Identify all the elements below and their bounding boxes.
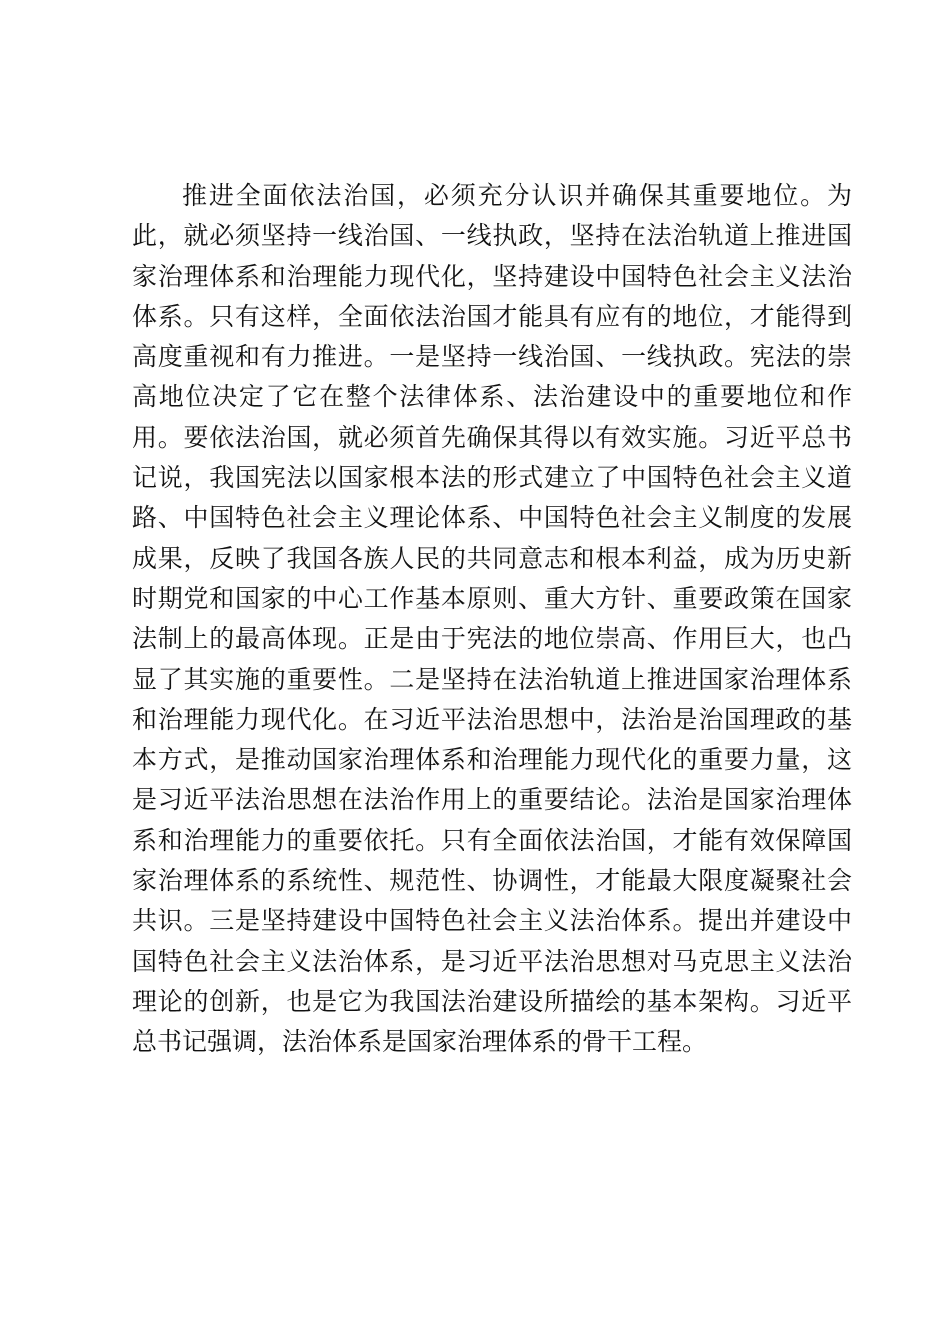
paragraph-line: 系和治理能力的重要依托。只有全面依法治国，才能有效保障国 — [132, 825, 852, 855]
paragraph-line: 家治理体系和治理能力现代化，坚持建设中国特色社会主义法治 — [132, 261, 852, 291]
paragraph-line: 记说，我国宪法以国家根本法的形式建立了中国特色社会主义道 — [132, 463, 852, 493]
paragraph-line: 推进全面依法治国，必须充分认识并确保其重要地位。为 — [182, 181, 852, 210]
paragraph-line: 是习近平法治思想在法治作用上的重要结论。法治是国家治理体 — [132, 785, 852, 815]
body-paragraph — [132, 176, 852, 1063]
paragraph-line: 本方式，是推动国家治理体系和治理能力现代化的重要力量，这 — [132, 745, 852, 775]
paragraph-line: 时期党和国家的中心工作基本原则、重大方针、重要政策在国家 — [132, 583, 852, 613]
paragraph-line: 此，就必须坚持一线治国、一线执政，坚持在法治轨道上推进国 — [132, 221, 852, 251]
paragraph-line: 显了其实施的重要性。二是坚持在法治轨道上推进国家治理体系 — [132, 664, 852, 694]
paragraph-line: 总书记强调，法治体系是国家治理体系的骨干工程。 — [132, 1027, 708, 1057]
paragraph-line: 高度重视和有力推进。一是坚持一线治国、一线执政。宪法的崇 — [132, 342, 852, 372]
paragraph-line: 家治理体系的系统性、规范性、协调性，才能最大限度凝聚社会 — [132, 866, 852, 896]
paragraph-line: 国特色社会主义法治体系，是习近平法治思想对马克思主义法治 — [132, 946, 852, 976]
paragraph-line: 理论的创新，也是它为我国法治建设所描绘的基本架构。习近平 — [132, 986, 852, 1016]
paragraph-line: 高地位决定了它在整个法律体系、法治建设中的重要地位和作 — [132, 382, 852, 412]
paragraph-line: 路、中国特色社会主义理论体系、中国特色社会主义制度的发展 — [132, 503, 852, 533]
paragraph-line: 和治理能力现代化。在习近平法治思想中，法治是治国理政的基 — [132, 704, 852, 734]
paragraph-line: 体系。只有这样，全面依法治国才能具有应有的地位，才能得到 — [132, 301, 852, 331]
paragraph-line: 成果，反映了我国各族人民的共同意志和根本利益，成为历史新 — [132, 543, 852, 573]
paragraph-line: 法制上的最高体现。正是由于宪法的地位崇高、作用巨大，也凸 — [132, 624, 852, 654]
paragraph-line: 用。要依法治国，就必须首先确保其得以有效实施。习近平总书 — [132, 422, 852, 452]
paragraph-line: 共识。三是坚持建设中国特色社会主义法治体系。提出并建设中 — [132, 906, 852, 936]
